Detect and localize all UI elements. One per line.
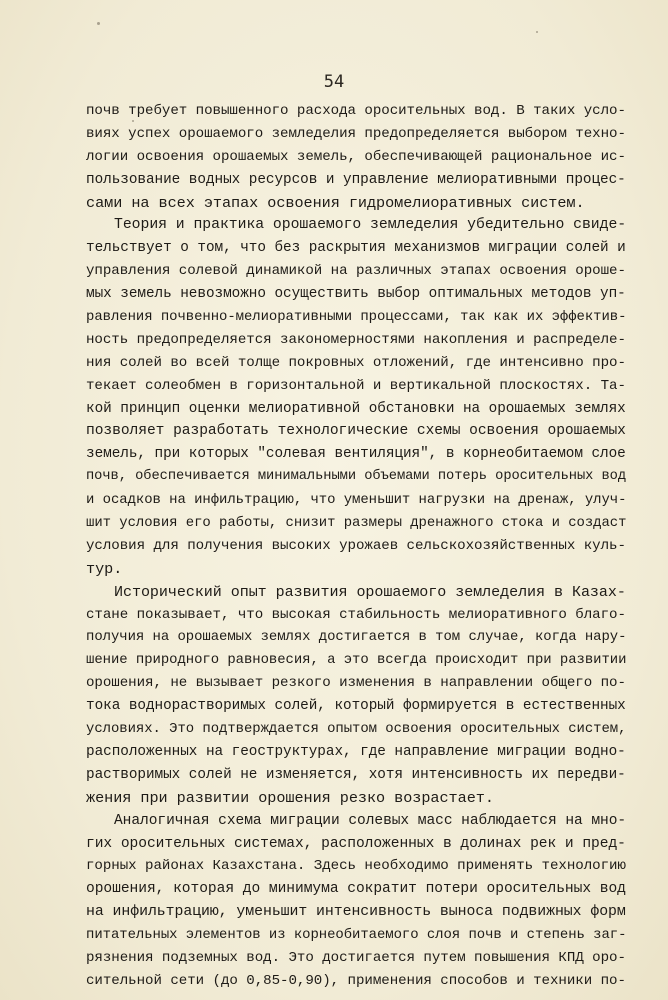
text-line: шит условия его работы, снизит размеры дренажного стока и создаст bbox=[86, 515, 626, 532]
text-line: логии освоения орошаемых земель, обеспечивающей рациональное ис- bbox=[86, 148, 626, 165]
text-line: условия для получения высоких урожаев сельскохозяйственных куль- bbox=[86, 537, 626, 554]
paper-speck bbox=[97, 22, 100, 25]
text-line: ность предопределяется закономерностями накопления и распределе- bbox=[86, 331, 626, 348]
text-line: управления солевой динамикой на различных этапах освоения ороше- bbox=[86, 263, 626, 280]
text-line: тельствует о том, что без раскрытия механизмов миграции солей и bbox=[86, 240, 626, 257]
text-line: земель, при которых "солевая вентиляция", в корнеобитаемом слое bbox=[86, 446, 626, 463]
text-line: получия на орошаемых землях достигается в том случае, когда нару- bbox=[86, 629, 626, 646]
text-line: тока воднорастворимых солей, который формируется в естественных bbox=[86, 698, 626, 715]
text-line: позволяет разработать технологические схемы освоения орошаемых bbox=[86, 423, 626, 440]
text-line: шение природного равновесия, а это всегда происходит при развитии bbox=[86, 652, 626, 669]
text-line: гих оросительных системах, расположенных в долинах рек и пред- bbox=[86, 835, 626, 852]
text-line: Теория и практика орошаемого земледелия убедительно свиде- bbox=[114, 217, 626, 234]
text-line: Исторический опыт развития орошаемого земледелия в Казах- bbox=[114, 582, 626, 601]
text-line: текает солеобмен в горизонтальной и вертикальной плоскостях. Та- bbox=[86, 377, 626, 394]
text-line: на инфильтрацию, уменьшит интенсивность выноса подвижных форм bbox=[86, 904, 626, 921]
text-line: мых земель невозможно осуществить выбор оптимальных методов уп- bbox=[86, 286, 626, 303]
text-line: пользование водных ресурсов и управление мелиоративными процес- bbox=[86, 171, 626, 188]
text-line: почв требует повышенного расхода оросительных вод. В таких усло- bbox=[86, 103, 626, 119]
text-line: Аналогичная схема миграции солевых масс наблюдается на мно- bbox=[114, 812, 626, 829]
text-line: условиях. Это подтверждается опытом освоения оросительных систем, bbox=[86, 721, 626, 738]
text-line: почв, обеспечивается минимальными объемами потерь оросительных вод bbox=[86, 469, 626, 485]
text-line: виях успех орошаемого земледелия предопределяется выбором техно- bbox=[86, 125, 626, 142]
text-line: сами на всех этапах освоения гидромелиоративных систем. bbox=[86, 193, 585, 212]
body-text bbox=[86, 100, 626, 993]
text-line: равления почвенно-мелиоративными процессами, так как их эффектив- bbox=[86, 309, 626, 326]
text-line: расположенных на геоструктурах, где направление миграции водно- bbox=[86, 743, 626, 760]
page-number: 54 bbox=[323, 72, 345, 92]
text-line: питательных элементов из корнеобитаемого слоя почв и степень заг- bbox=[86, 927, 626, 944]
text-line: горных районах Казахстана. Здесь необходимо применять технологию bbox=[86, 858, 626, 875]
text-line: сительной сети (до 0,85-0,90), применения способов и техники по- bbox=[86, 972, 626, 989]
text-line: тур. bbox=[86, 559, 123, 578]
text-line: растворимых солей не изменяется, хотя интенсивность их передви- bbox=[86, 766, 626, 783]
text-line: стане показывает, что высокая стабильность мелиоративного благо- bbox=[86, 606, 626, 623]
text-line: жения при развитии орошения резко возрастает. bbox=[86, 788, 494, 807]
text-line: и осадков на инфильтрацию, что уменьшит нагрузки на дренаж, улуч- bbox=[86, 492, 626, 509]
text-line: орошения, не вызывает резкого изменения в направлении общего по- bbox=[86, 675, 626, 692]
text-line: ния солей во всей толще покровных отложений, где интенсивно про- bbox=[86, 354, 626, 371]
text-line: рязнения подземных вод. Это достигается путем повышения КПД оро- bbox=[86, 949, 626, 966]
text-line: орошения, которая до минимума сократит потери оросительных вод bbox=[86, 881, 626, 898]
text-line: кой принцип оценки мелиоративной обстановки на орошаемых землях bbox=[86, 400, 626, 417]
paper-speck bbox=[536, 31, 538, 33]
